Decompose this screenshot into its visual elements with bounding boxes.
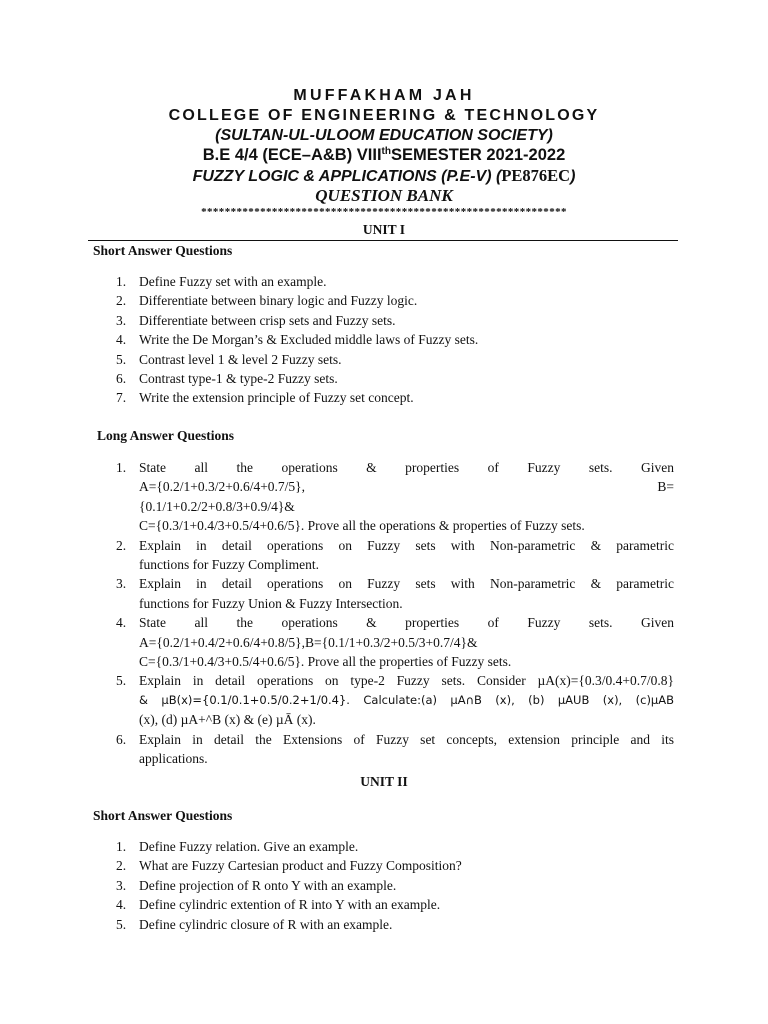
list-item: 2. Differentiate between binary logic and Fuzzy logic. xyxy=(116,293,418,309)
unit-title: UNIT I xyxy=(362,222,406,237)
list-item: 1. Define Fuzzy set with an example. xyxy=(116,274,327,289)
section-title: Short Answer Questions xyxy=(93,243,233,258)
section-title: Long Answer Questions xyxy=(97,428,235,443)
course-prefix: B.E 4/4 (ECE–A&B) VIII xyxy=(202,146,382,164)
question-list xyxy=(92,837,674,934)
list-item: 3. Explain in detail operations on Fuzzy sets with Non-parametric & parametric functions for Fuzzy Union & Fuzzy Intersection. xyxy=(116,576,674,611)
subject-line xyxy=(80,166,688,186)
college-name-line1: MUFFAKHAM JAH xyxy=(293,87,475,104)
separator-stars: ************************************************************** xyxy=(201,206,567,218)
section-title: Short Answer Questions xyxy=(93,808,233,823)
list-item: 7. Write the extension principle of Fuzzy set concept. xyxy=(116,390,414,406)
list-item: 4. Write the De Morgan’s & Excluded middle laws of Fuzzy sets. xyxy=(116,332,479,348)
list-item: 3. Differentiate between crisp sets and Fuzzy sets. xyxy=(116,312,396,328)
document-title: QUESTION BANK xyxy=(315,186,453,205)
list-item: 5. Define cylindric closure of R with an example. xyxy=(116,916,393,932)
college-name-line2: COLLEGE OF ENGINEERING & TECHNOLOGY xyxy=(168,107,600,124)
list-item: 6. Contrast type-1 & type-2 Fuzzy sets. xyxy=(116,371,338,387)
question-list xyxy=(92,458,674,769)
list-item: 1. Define Fuzzy relation. Give an example. xyxy=(116,839,359,854)
list-item: 1. State all the operations & properties of Fuzzy sets. Given A={0.2/1+0.3/2+0.6/4+0.7/5}, B={0.1/1+0.2/2+0.8/3+0.9/4}& C={0.3/1+0.4/3+0.5/4+0.6/5}. Prove all the operations & properties of Fuzzy sets. xyxy=(116,460,674,534)
list-item: 3. Define projection of R onto Y with an example. xyxy=(116,877,397,893)
course-line xyxy=(80,145,688,166)
list-item: 5. Contrast level 1 & level 2 Fuzzy sets. xyxy=(116,351,342,367)
list-item: 6. Explain in detail the Extensions of Fuzzy set concepts, extension principle and its applications. xyxy=(116,731,674,767)
unit-title: UNIT II xyxy=(360,774,408,789)
subject-close: ) xyxy=(570,168,576,185)
document-header xyxy=(80,86,688,218)
list-item: 4. Define cylindric extention of R into Y with an example. xyxy=(116,897,441,913)
course-superscript: th xyxy=(381,146,391,157)
question-list xyxy=(92,272,674,408)
list-item: 5. Explain in detail operations on type-2 Fuzzy sets. Consider µA(x)={0.3/0.4+0.7/0.8} & µB(x)={0.1/0.1+0.5/0.2+1/0.4}. Calculate:(a) µA∩B (x), (b) µAUB (x), (c)µAB (x), (d) µA+^B (x) & (e) µĀ (x). xyxy=(116,673,674,728)
list-item: 2. What are Fuzzy Cartesian product and Fuzzy Composition? xyxy=(116,858,462,874)
subject-code: PE876EC xyxy=(501,166,571,185)
unit-divider xyxy=(88,240,678,241)
subject-name: FUZZY LOGIC & APPLICATIONS (P.E-V) ( xyxy=(192,168,502,185)
list-item: 2. Explain in detail operations on Fuzzy sets with Non-parametric & parametric functions for Fuzzy Compliment. xyxy=(116,537,674,573)
list-item: 4. State all the operations & properties of Fuzzy sets. Given A={0.2/1+0.4/2+0.6/4+0.8/5},B={0.1/1+0.3/2+0.5/3+0.7/4}& C={0.3/1+0.4/3+0.5/4+0.6/5}. Prove all the properties of Fuzzy sets. xyxy=(116,615,674,670)
course-suffix: SEMESTER 2021-2022 xyxy=(390,146,566,164)
society-name: (SULTAN-UL-ULOOM EDUCATION SOCIETY) xyxy=(215,127,553,144)
